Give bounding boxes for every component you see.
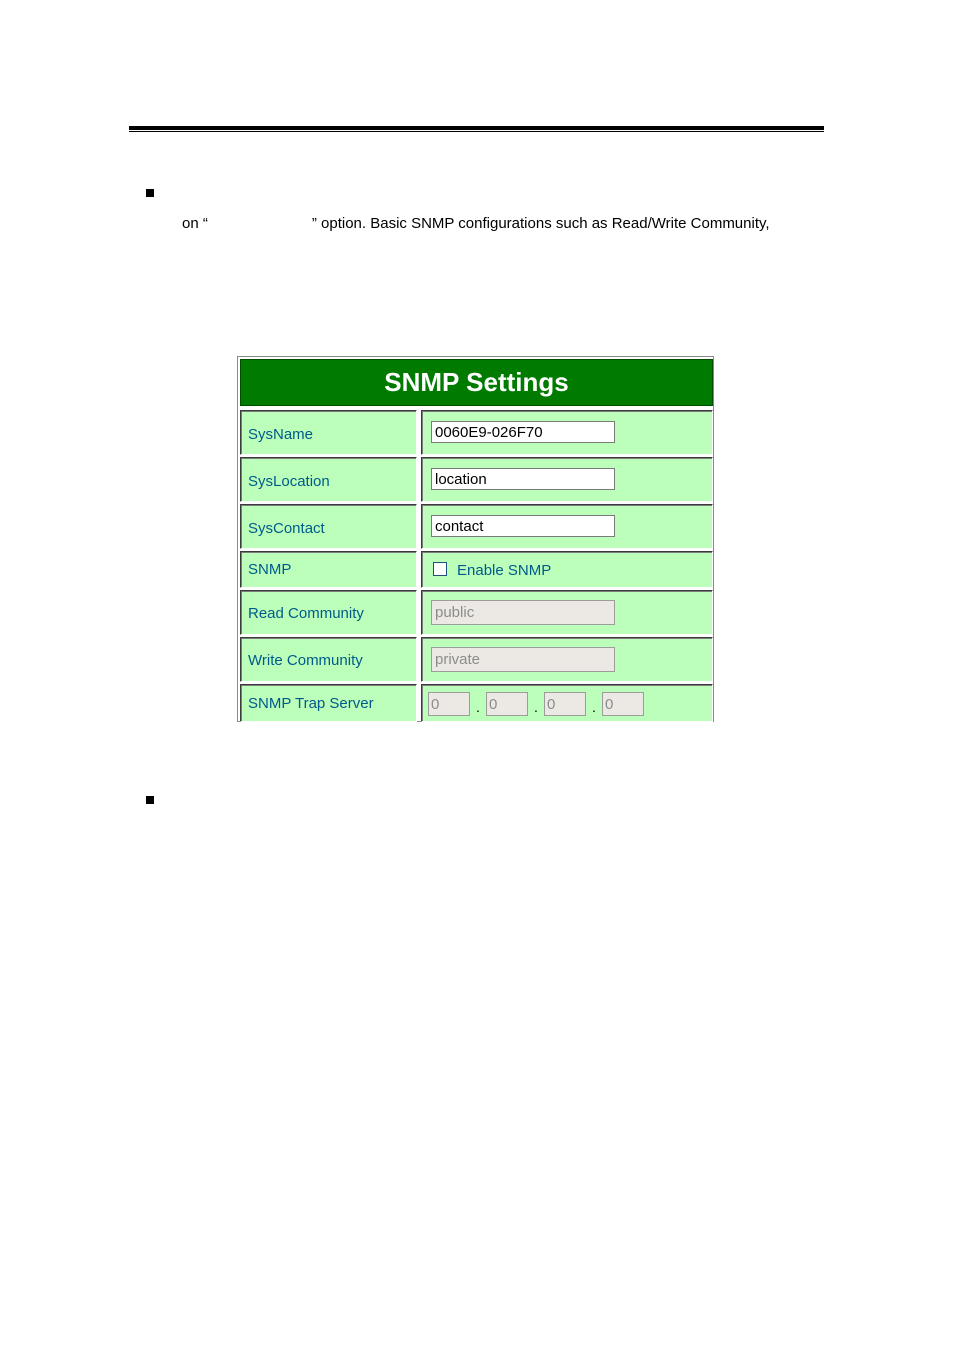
read-community-value-cell xyxy=(421,590,713,635)
snmp-label-cell xyxy=(240,551,417,588)
trap-server-dot-1: . xyxy=(476,699,480,715)
syslocation-value-cell xyxy=(421,457,713,502)
syscontact-label-cell xyxy=(240,504,417,549)
trap-server-label: SNMP Trap Server xyxy=(248,695,374,712)
syslocation-input[interactable] xyxy=(431,468,615,490)
syslocation-label-cell xyxy=(240,457,417,502)
syscontact-label: SysContact xyxy=(248,520,325,537)
read-community-input[interactable] xyxy=(431,600,615,625)
sysname-input[interactable] xyxy=(431,421,615,443)
snmp-value-cell xyxy=(421,551,713,588)
enable-snmp-checkbox[interactable] xyxy=(433,562,447,576)
write-community-input[interactable] xyxy=(431,647,615,672)
snmp-label: SNMP xyxy=(248,561,292,578)
trap-server-octet-1[interactable] xyxy=(428,692,470,716)
write-community-label: Write Community xyxy=(248,652,363,669)
intro-paragraph xyxy=(182,214,822,234)
read-community-label-cell xyxy=(240,590,417,635)
trap-server-octet-2[interactable] xyxy=(486,692,528,716)
trap-server-label-cell xyxy=(240,684,417,722)
trap-server-dot-2: . xyxy=(534,699,538,715)
read-community-label: Read Community xyxy=(248,605,364,622)
syslocation-label: SysLocation xyxy=(248,473,330,490)
trap-server-value-cell xyxy=(421,684,713,722)
header-rule xyxy=(129,126,824,130)
syscontact-input[interactable] xyxy=(431,515,615,537)
panel-title: SNMP Settings xyxy=(240,359,713,406)
sysname-label-cell xyxy=(240,410,417,455)
syscontact-value-cell xyxy=(421,504,713,549)
sysname-value-cell xyxy=(421,410,713,455)
bullet-square-icon xyxy=(146,796,154,804)
bullet-square-icon xyxy=(146,189,154,197)
trap-server-octet-4[interactable] xyxy=(602,692,644,716)
write-community-label-cell xyxy=(240,637,417,682)
trap-server-dot-3: . xyxy=(592,699,596,715)
intro-prefix: on “ xyxy=(182,215,208,232)
sysname-label: SysName xyxy=(248,426,314,443)
header-rule-thin xyxy=(129,131,824,132)
intro-suffix: ” option. Basic SNMP configurations such as Read/Write Community, xyxy=(311,215,770,232)
write-community-value-cell xyxy=(421,637,713,682)
enable-snmp-label[interactable]: Enable SNMP xyxy=(457,562,552,579)
trap-server-octet-3[interactable] xyxy=(544,692,586,716)
snmp-settings-panel xyxy=(237,356,714,722)
